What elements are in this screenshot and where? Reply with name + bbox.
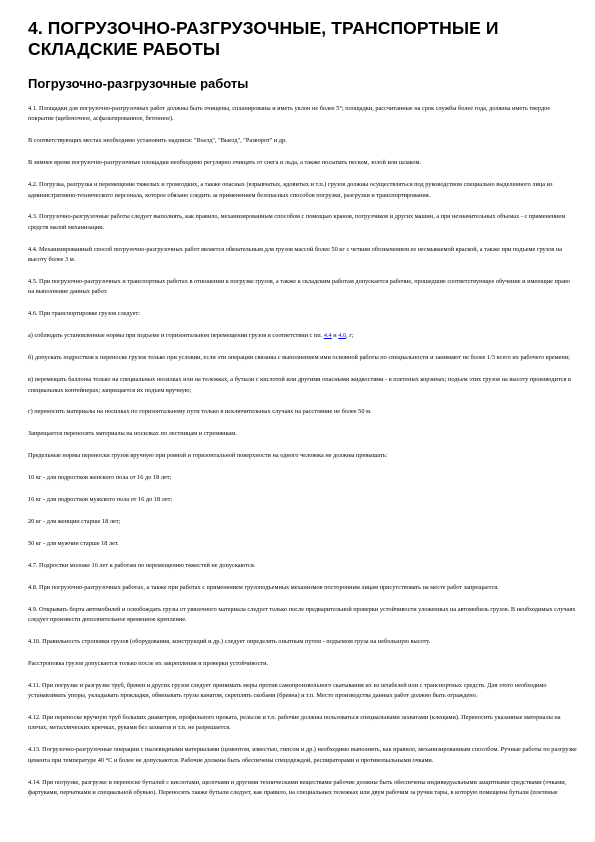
paragraph: 4.9. Открывать борта автомобилей и освобождать грузы от увязочного материала следует только после предварительной проверки устойчивости уложенных на автомобиль грузов. В необходимых случаях следует произвести дополнительное временное крепление. <box>28 605 576 623</box>
paragraph: 4.4. Механизированный способ погрузочно-разгрузочных работ является обязательным для грузов массой более 50 кг с четким обозначением ее несмываемой краской, а также при подъеме грузов на высоту более 3 м. <box>28 245 562 264</box>
paragraph: 4.7. Подростки моложе 16 лет к работам по перемещению тяжестей не допускаются. <box>28 561 256 569</box>
list-item: 50 кг - для мужчин старше 18 лет. <box>28 539 119 547</box>
paragraph: б) допускать подростков к переноске грузов только при условии, если эти операции связаны с выполнением ими основной работы по специальности и занимают не более 1/3 всего их рабочего времени; <box>28 354 570 362</box>
paragraph: 4.8. При погрузочно-разгрузочных работах, а также при работах с применением грузоподъемных механизмов посторонним лицам присутствовать на месте работ запрещается. <box>28 583 499 591</box>
paragraph: Предельные нормы переноски грузов вручную при ровной и горизонтальной поверхности на одного человека не должны превышать: <box>28 452 388 460</box>
paragraph-text: а) соблюдать установленные нормы при подъеме и горизонтальном перемещении грузов в соответствии с пп. <box>28 332 324 340</box>
page-title: 4. ПОГРУЗОЧНО-РАЗГРУЗОЧНЫЕ, ТРАНСПОРТНЫЕ И СКЛАДСКИЕ РАБОТЫ <box>28 18 499 59</box>
paragraph: 4.10. Правильность строповки грузов (оборудования, конструкций и др.) следует определять опытным путем - подъемом груза на небольшую высоту. <box>28 637 431 645</box>
paragraph: 4.1. Площадки для погрузочно-разгрузочных работ должны быть очищены, спланированы и иметь уклон не более 5°; площадки, рассчитанные на срок службы более года, должны иметь твердое покрытие (щебеночное, асфальтированное, бетонное). <box>28 105 551 123</box>
paragraph: 4.2. Погрузка, разгрузка и перемещение тяжелых и громоздких, а также опасных (взрывчатых, ядовитых и т.п.) грузов должны осуществляться под руководством специально выделенного лица из административно-технического персонала, которое обязано следить за применением безопасных способов погрузки, разгрузки и транспортирования. <box>28 181 553 199</box>
paragraph: 4.11. При погрузке и разгрузке труб, бревен и других грузов следует принимать меры против самопроизвольного скатывания их из штабелей или с транспортных средств. Для этого необходимо устанавливать упоры, укладывать прокладки, обвязывать грузы канатом, скреплять скобами (бревна) и т.п. Место производства данных работ должно быть ограждено. <box>28 681 547 700</box>
list-item: 20 кг - для женщин старше 18 лет; <box>28 517 121 525</box>
paragraph: 4.5. При погрузочно-разгрузочных и транспортных работах в отношении к погрузке грузов, а также к складским работам допускается рабочие, прошедшие соответствующее обучение и имеющие право на выполнение данных работ. <box>28 278 570 296</box>
paragraph: г) переносить материалы на носилках по горизонтальному пути только в исключительных случаях на расстояние не более 50 м. <box>28 408 372 416</box>
paragraph: в) перемещать баллоны только на специальных носилках или на тележках, а бутыли с кислотой или другими опасными жидкостями - в плетеных корзинах; подъем этих грузов на высоту производится в специальных контейнерах; запрещается их подъем вручную; <box>28 376 571 394</box>
paragraph: 4.13. Погрузочно-разгрузочные операции с пылевидными материалами (цементом, известью, гипсом и др.) необходимо выполнять, как правило, механизированным способом. Ручные работы по разгрузке цемента при температуре 40 °С и более не допускаются. Рабочие должны быть обеспечены спецодеждой, респираторами и противопыльными очками. <box>28 746 577 764</box>
paragraph: 4.6. При транспортировке грузов следует: <box>28 310 141 318</box>
paragraph: 4.12. При переноске вручную труб больших диаметров, профильного проката, рельсов и т.п. рабочие должны пользоваться специальными захватами (клещами). Переносить указанные материалы на плечах, металлических крючках, руками без захватов и т.п. не разрешается. <box>28 714 561 732</box>
paragraph: В зимнее время погрузочно-разгрузочные площадки необходимо регулярно очищать от снега и льда, а также посыпать песком, золой или шлаком. <box>28 159 422 167</box>
list-item: 10 кг - для подростков женского пола от 16 до 18 лет; <box>28 474 172 482</box>
reference-link-4-6[interactable]: 4.6 <box>338 332 347 340</box>
paragraph: Расстроповка грузов допускается только после их закрепления и проверки устойчивости. <box>28 659 269 667</box>
paragraph: В соответствующих местах необходимо установить надписи: "Въезд", "Выезд", "Разворот" и др. <box>28 137 287 145</box>
list-item: 16 кг - для подростков мужского пола от 16 до 18 лет; <box>28 496 173 504</box>
paragraph: Запрещается переносить материалы на носилках по лестницам и стремянкам. <box>28 430 237 438</box>
section-title: Погрузочно-разгрузочные работы <box>28 76 249 91</box>
reference-link-4-4[interactable]: 4.4 <box>323 332 332 340</box>
paragraph-with-links <box>28 331 577 341</box>
paragraph-text: , г; <box>346 332 354 340</box>
paragraph-text: и <box>331 332 339 340</box>
paragraph: 4.14. При погрузке, разгрузке и переноске бутылей с кислотами, щелочами и другими техническими веществами рабочие должны быть обеспечены индивидуальными защитными средствами (очками, фартуками, перчатками и специальной обувью). Переносить также бутыли следует, как правило, на специальных тележках или двум рабочим за ручки тары, в которую помещены бутыли (плетеные <box>28 778 567 797</box>
paragraph: 4.3. Погрузочно-разгрузочные работы следует выполнять, как правило, механизированным способом с помощью кранов, погрузчиков и других машин, а при незначительных объемах - с применением средств малой механизации. <box>28 213 566 231</box>
